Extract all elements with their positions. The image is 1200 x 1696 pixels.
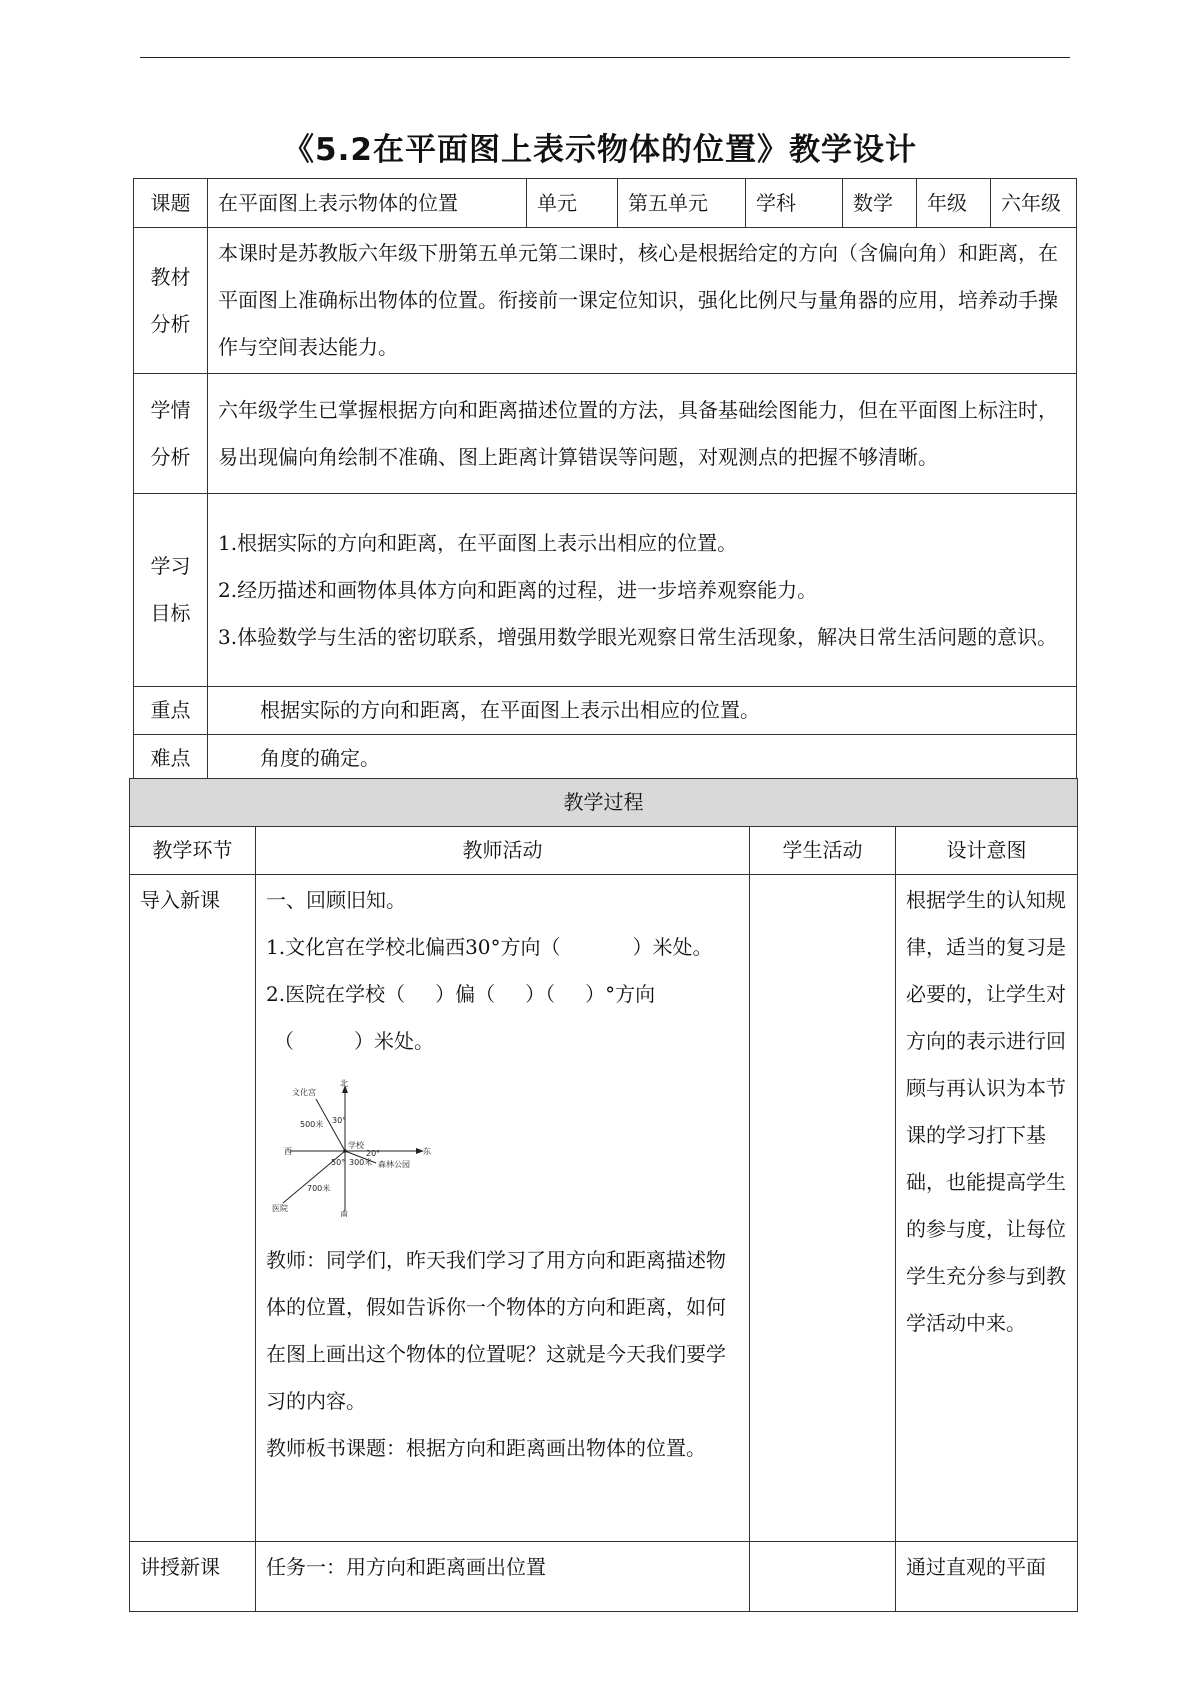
unit-value: 第五单元 xyxy=(618,179,746,228)
subject-label: 学科 xyxy=(746,179,843,228)
goals-label xyxy=(134,494,208,687)
analysis-label xyxy=(134,228,208,374)
header-rule xyxy=(140,57,1070,58)
intent-new: 通过直观的平面 xyxy=(896,1542,1078,1612)
q2-part-e: （ xyxy=(274,1029,294,1053)
intent-intro: 根据学生的认知规律，适当的复习是必要的，让学生对方向的表示进行回顾与再认识为本节课的学习打下基础，也能提高学生的参与度，让每位学生充分参与到教学活动中来。 xyxy=(896,875,1078,1542)
label-south: 南 xyxy=(340,1210,348,1217)
lesson-value: 在平面图上表示物体的位置 xyxy=(208,179,527,228)
goals-label-1: 学习 xyxy=(150,554,191,578)
learner-text: 六年级学生已掌握根据方向和距离描述位置的方法，具备基础绘图能力，但在平面图上标注时，易出现偏向角绘制不准确、图上距离计算错误等问题，对观测点的把握不够清晰。 xyxy=(208,374,1077,494)
teacher-talk: 教师：同学们，昨天我们学习了用方向和距离描述物体的位置，假如告诉你一个物体的方向和距离，如何在图上画出这个物体的位置呢？这就是今天我们要学习的内容。 xyxy=(266,1248,726,1413)
label-west: 西 xyxy=(284,1147,292,1156)
lesson-label: 课题 xyxy=(134,179,208,228)
label-east: 东 xyxy=(423,1147,431,1156)
task-one: 任务一：用方向和距离画出位置 xyxy=(256,1542,750,1612)
learner-label xyxy=(134,374,208,494)
grade-label: 年级 xyxy=(917,179,991,228)
learner-label-1: 学情 xyxy=(150,397,191,422)
goals-text xyxy=(208,494,1077,687)
question-2-cont xyxy=(266,1018,739,1065)
label-30deg: 30° xyxy=(332,1116,347,1125)
key-text: 根据实际的方向和距离，在平面图上表示出相应的位置。 xyxy=(208,687,1077,735)
col-student: 学生活动 xyxy=(750,827,896,875)
review-title: 一、回顾旧知。 xyxy=(266,888,406,912)
unit-label: 单元 xyxy=(527,179,618,228)
analysis-text: 本课时是苏教版六年级下册第五单元第二课时，核心是根据给定的方向（含偏向角）和距离，在平面图上准确标出物体的位置。衔接前一课定位知识，强化比例尺与量角器的应用，培养动手操作与空间表达能力。 xyxy=(208,228,1077,374)
key-label: 重点 xyxy=(134,687,208,735)
analysis-label-2: 分析 xyxy=(150,311,191,336)
difficulty-text: 角度的确定。 xyxy=(208,735,1077,783)
process-header: 教学过程 xyxy=(130,779,1078,827)
label-20deg: 20° xyxy=(366,1149,381,1158)
stage-intro: 导入新课 xyxy=(130,875,256,1542)
board-title: 教师板书课题：根据方向和距离画出物体的位置。 xyxy=(266,1436,706,1460)
label-hospital: 医院 xyxy=(272,1204,288,1213)
analysis-label-1: 教材 xyxy=(150,264,191,289)
difficulty-label: 难点 xyxy=(134,735,208,783)
teaching-process-table xyxy=(129,778,1078,1612)
student-activity-new xyxy=(750,1542,896,1612)
stage-new: 讲授新课 xyxy=(130,1542,256,1612)
q2-part-a: 2.医院在学校（ xyxy=(266,982,406,1006)
goal-item: 3.体验数学与生活的密切联系，增强用数学眼光观察日常生活现象，解决日常生活问题的意识。 xyxy=(218,624,1058,649)
subject-value: 数学 xyxy=(843,179,917,228)
label-school: 学校 xyxy=(348,1141,364,1150)
col-teacher: 教师活动 xyxy=(256,827,750,875)
school-point xyxy=(343,1149,347,1153)
label-culture: 文化宫 xyxy=(292,1088,316,1097)
q2-part-c: ）（ xyxy=(525,982,556,1006)
q1-part-a: 1.文化宫在学校北偏西30°方向（ xyxy=(266,935,561,959)
direction-diagram xyxy=(270,1077,440,1217)
label-700m: 700米 xyxy=(307,1184,331,1193)
q1-part-b: ）米处。 xyxy=(632,935,713,959)
label-park: 森林公园 xyxy=(378,1160,410,1169)
question-2 xyxy=(266,971,739,1018)
lesson-info-table xyxy=(133,178,1077,783)
goal-item: 1.根据实际的方向和距离，在平面图上表示出相应的位置。 xyxy=(218,530,738,555)
grade-value: 六年级 xyxy=(991,179,1077,228)
label-500m: 500米 xyxy=(300,1120,324,1129)
col-intent: 设计意图 xyxy=(896,827,1078,875)
learner-label-2: 分析 xyxy=(150,444,191,469)
col-stage: 教学环节 xyxy=(130,827,256,875)
q2-part-b: ）偏（ xyxy=(435,982,496,1006)
q2-part-f: ）米处。 xyxy=(354,1029,434,1053)
label-north: 北 xyxy=(340,1079,348,1088)
goals-label-2: 目标 xyxy=(150,601,191,625)
label-300m: 300米 xyxy=(349,1158,373,1167)
question-1 xyxy=(266,924,739,971)
goal-item: 2.经历描述和画物体具体方向和距离的过程，进一步培养观察能力。 xyxy=(218,577,818,602)
q2-part-d: ）°方向 xyxy=(585,982,656,1006)
student-activity-intro xyxy=(750,875,896,1542)
teacher-activity-intro xyxy=(256,875,750,1542)
page-title: 《5.2在平面图上表示物体的位置》教学设计 xyxy=(283,132,917,168)
label-50deg: 50° xyxy=(331,1158,346,1167)
